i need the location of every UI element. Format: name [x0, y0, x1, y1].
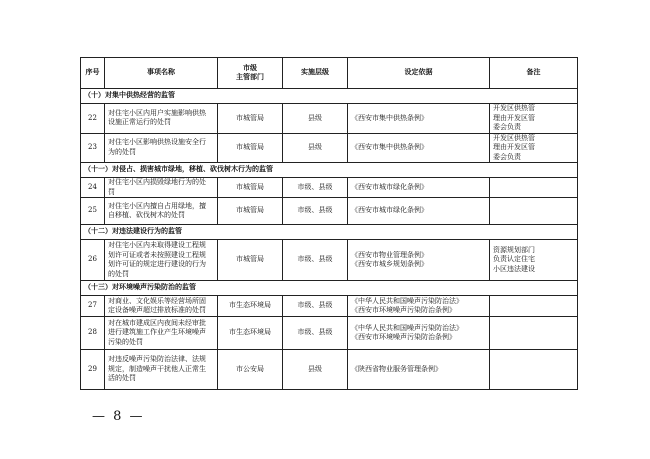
table-row — [81, 198, 578, 225]
cell-remark — [490, 198, 578, 225]
table-row — [81, 240, 578, 281]
cell-remark — [490, 350, 578, 390]
cell-basis — [348, 178, 490, 198]
item-line: 自移植、砍伐树木的处罚 — [108, 211, 185, 219]
basis-line: 《西安市城市绿化条例》 — [351, 182, 428, 191]
item-line: 对住宅小区内未取得建设工程规 — [108, 241, 206, 249]
cell-seq: 24 — [81, 178, 105, 198]
header-dept-line2: 主管部门 — [236, 73, 264, 81]
cell-remark — [490, 104, 578, 134]
cell-remark — [490, 178, 578, 198]
cell-item — [105, 296, 218, 317]
header-dept-line1: 市级 — [243, 63, 257, 72]
cell-item — [105, 240, 218, 281]
cell-dept: 市生态环境局 — [218, 317, 283, 350]
basis-line: 《中华人民共和国噪声污染防治法》 — [351, 323, 463, 332]
remark-line: 小区违法建设 — [493, 264, 535, 273]
cell-seq: 23 — [81, 133, 105, 163]
cell-seq: 26 — [81, 240, 105, 281]
cell-item — [105, 178, 218, 198]
item-line: 活的处罚 — [108, 374, 136, 383]
cell-item — [105, 104, 218, 134]
table-row — [81, 133, 578, 163]
cell-dept: 市城管局 — [218, 198, 283, 225]
item-line: 为的处罚 — [108, 147, 136, 156]
cell-basis — [348, 296, 490, 317]
section-header-row — [81, 225, 578, 240]
item-line: 划许可证的规定进行建设的行为 — [108, 260, 206, 268]
table-row — [81, 350, 578, 390]
cell-remark — [490, 317, 578, 350]
cell-seq: 22 — [81, 104, 105, 134]
cell-seq: 29 — [81, 350, 105, 390]
page-number: — 8 — — [92, 409, 145, 424]
section-title: （十）对集中供热经营的监管 — [81, 89, 578, 104]
item-line: 规定，制造噪声干扰他人正常生 — [108, 364, 206, 373]
cell-item — [105, 317, 218, 350]
item-line: 对违反噪声污染防治法律、法规 — [108, 355, 206, 364]
cell-level: 市级、县级 — [283, 198, 348, 225]
table-row — [81, 296, 578, 317]
cell-item — [105, 198, 218, 225]
cell-basis — [348, 133, 490, 163]
item-line: 划许可证或者未按照建设工程规 — [108, 250, 206, 259]
cell-seq: 27 — [81, 296, 105, 317]
item-line: 设施正常运行的处罚 — [108, 118, 171, 127]
section-header-row — [81, 163, 578, 178]
cell-dept: 市城管局 — [218, 240, 283, 281]
table-row — [81, 104, 578, 134]
remark-line: 负责认定住宅 — [493, 255, 535, 264]
cell-item — [105, 133, 218, 163]
item-line: 进行建筑施工作业产生环境噪声 — [108, 328, 206, 337]
item-line: 对商业、文化娱乐等经营场所固 — [108, 296, 206, 305]
remark-line: 资源规划部门 — [493, 245, 535, 254]
section-header-row — [81, 281, 578, 296]
item-line: 对住宅小区影响供热设施安全行 — [108, 138, 206, 147]
section-title: （十一）对侵占、损害城市绿地，移植、砍伐树木行为的监管 — [81, 163, 578, 178]
cell-dept: 市公安局 — [218, 350, 283, 390]
header-dept — [218, 58, 283, 89]
basis-line: 《中华人民共和国噪声污染防治法》 — [351, 296, 463, 305]
cell-basis — [348, 317, 490, 350]
section-title: （十三）对环境噪声污染防治的监管 — [81, 281, 578, 296]
header-item: 事项名称 — [105, 58, 218, 89]
cell-seq: 25 — [81, 198, 105, 225]
remark-line: 理由开发区管 — [493, 143, 535, 151]
cell-remark — [490, 296, 578, 317]
cell-level: 县级 — [283, 350, 348, 390]
cell-dept: 市城管局 — [218, 133, 283, 163]
cell-seq: 28 — [81, 317, 105, 350]
table-row — [81, 178, 578, 198]
cell-level: 市级、县级 — [283, 178, 348, 198]
section-header-row — [81, 89, 578, 104]
cell-level: 市级、县级 — [283, 317, 348, 350]
header-basis: 设定依据 — [348, 58, 490, 89]
remark-line: 委会负责 — [493, 152, 521, 161]
cell-dept: 市城管局 — [218, 178, 283, 198]
cell-basis — [348, 240, 490, 281]
cell-basis — [348, 104, 490, 134]
section-title: （十二）对违法建设行为的监管 — [81, 225, 578, 240]
basis-line: 《西安市城市绿化条例》 — [351, 206, 428, 215]
item-line: 罚 — [108, 187, 115, 196]
item-line: 的处罚 — [108, 269, 129, 278]
remark-line: 开发区供热管 — [493, 133, 535, 142]
header-seq: 序号 — [81, 58, 105, 89]
remark-line: 开发区供热管 — [493, 104, 535, 112]
basis-line: 《西安市集中供热条例》 — [351, 113, 428, 122]
item-line: 对住宅小区内擅自占用绿地，擅 — [108, 201, 206, 210]
basis-line: 《陕西省物业服务管理条例》 — [351, 364, 442, 373]
cell-dept: 市生态环境局 — [218, 296, 283, 317]
basis-line: 《西安市城乡规划条例》 — [351, 260, 428, 268]
cell-basis — [348, 350, 490, 390]
regulatory-items-table — [80, 57, 578, 390]
header-remark: 备注 — [490, 58, 578, 89]
item-line: 污染的处罚 — [108, 337, 143, 346]
header-level: 实施层级 — [283, 58, 348, 89]
cell-remark — [490, 133, 578, 163]
cell-level: 县级 — [283, 133, 348, 163]
cell-item — [105, 350, 218, 390]
table-header-row — [81, 58, 578, 89]
cell-level: 市级、县级 — [283, 296, 348, 317]
item-line: 对住宅小区内损毁绿地行为的处 — [108, 178, 206, 186]
basis-line: 《西安市集中供热条例》 — [351, 143, 428, 151]
basis-line: 《西安市物业管理条例》 — [351, 250, 428, 259]
item-line: 定设备噪声超过排放标准的处罚 — [108, 306, 206, 314]
cell-level: 市级、县级 — [283, 240, 348, 281]
basis-line: 《西安市环境噪声污染防治条例》 — [351, 333, 456, 341]
table-row — [81, 317, 578, 350]
table-body — [81, 89, 578, 390]
item-line: 对在城市建成区内夜间未经审批 — [108, 318, 206, 327]
item-line: 对住宅小区内用户实施影响供热 — [108, 108, 206, 117]
cell-basis — [348, 198, 490, 225]
basis-line: 《西安市环境噪声污染防治条例》 — [351, 306, 456, 314]
remark-line: 委会负责 — [493, 123, 521, 131]
cell-remark — [490, 240, 578, 281]
remark-line: 理由开发区管 — [493, 113, 535, 122]
cell-level: 县级 — [283, 104, 348, 134]
cell-dept: 市城管局 — [218, 104, 283, 134]
